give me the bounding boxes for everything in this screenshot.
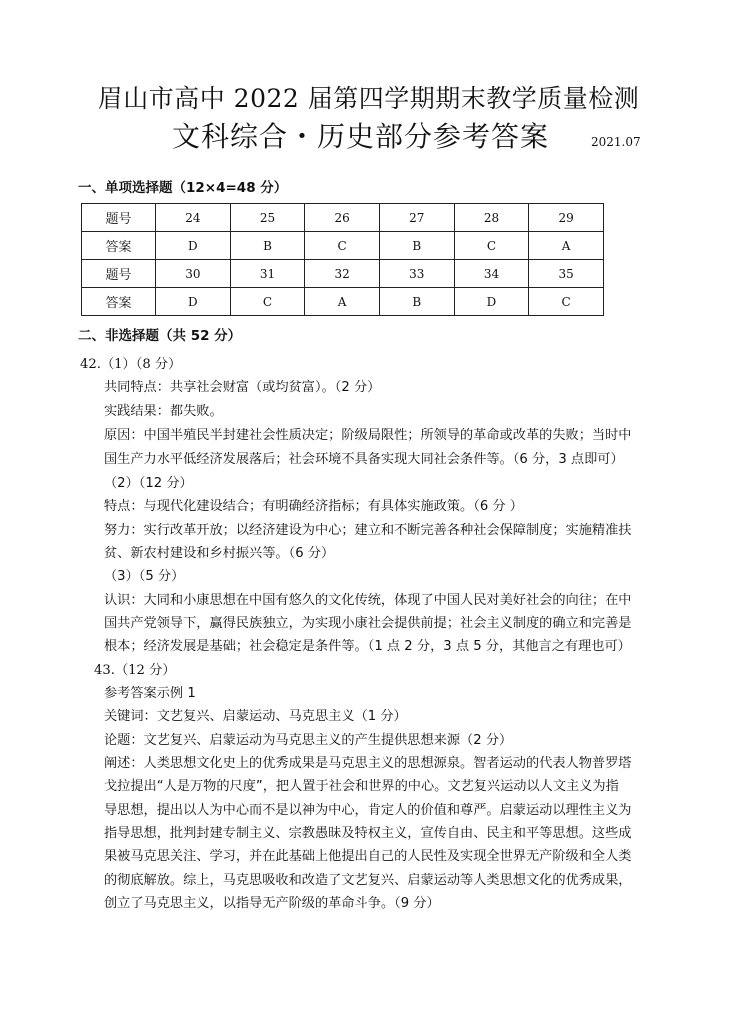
table-cell: 25 xyxy=(230,204,305,232)
row-label: 答案 xyxy=(82,288,156,316)
answer-line: 果被马克思关注、学习，并在此基础上他提出自己的人民性及实现全世界无产阶级和全人类 xyxy=(104,849,632,864)
answer-line: 共同特点：共享社会财富（或均贫富）。（2 分） xyxy=(104,380,381,395)
table-row xyxy=(82,232,604,260)
subquestion-heading: （2）（12 分） xyxy=(104,476,193,491)
table-cell: 33 xyxy=(379,260,454,288)
table-cell: A xyxy=(305,288,380,316)
table-cell: D xyxy=(454,288,529,316)
answer-line: 努力：实行改革开放；以经济建设为中心；建立和不断完善各种社会保障制度；实施精准扶 xyxy=(104,523,632,538)
answer-line: 认识：大同和小康思想在中国有悠久的文化传统，体现了中国人民对美好社会的向往；在中 xyxy=(104,593,632,608)
section-heading-multiple-choice: 一、单项选择题（12×4=48 分） xyxy=(78,180,288,196)
answer-line: 阐述：人类思想文化史上的优秀成果是马克思主义的思想源泉。智者运动的代表人物普罗塔 xyxy=(104,756,632,771)
row-label: 题号 xyxy=(82,204,156,232)
answer-line: 贫、新农村建设和乡村振兴等。（6 分） xyxy=(104,546,335,561)
document-title: 眉山市高中 2022 届第四学期期末教学质量检测 xyxy=(97,84,640,113)
subquestion-heading: （3）（5 分） xyxy=(104,569,185,584)
answer-line: 的彻底解放。综上，马克思吸收和改造了文艺复兴、启蒙运动等人类思想文化的优秀成果， xyxy=(104,873,632,888)
answer-line: 创立了马克思主义，以指导无产阶级的革命斗争。（9 分） xyxy=(104,896,440,911)
table-cell: C xyxy=(454,232,529,260)
table-cell: B xyxy=(230,232,305,260)
table-cell: C xyxy=(529,288,604,316)
answer-line: 特点：与现代化建设结合；有明确经济指标；有具体实施政策。（6 分 ） xyxy=(104,499,523,514)
document-subtitle: 文科综合・历史部分参考答案 xyxy=(172,120,550,153)
table-cell: B xyxy=(379,232,454,260)
answer-line: 导思想，提出以人为中心而不是以神为中心，肯定人的价值和尊严。启蒙运动以理性主义为 xyxy=(104,803,632,818)
table-cell: 30 xyxy=(156,260,231,288)
answer-line: 原因：中国半殖民半封建社会性质决定；阶级局限性；所领导的革命或改革的失败；当时中 xyxy=(104,428,632,443)
document-date: 2021.07 xyxy=(591,135,641,149)
answer-line: 关键词：文艺复兴、启蒙运动、马克思主义（1 分） xyxy=(104,709,407,724)
table-cell: C xyxy=(305,232,380,260)
table-row xyxy=(82,260,604,288)
answer-line: 实践结果：都失败。 xyxy=(104,404,223,419)
table-cell: 28 xyxy=(454,204,529,232)
table-cell: 24 xyxy=(156,204,231,232)
table-cell: 34 xyxy=(454,260,529,288)
answer-line: 根本；经济发展是基础；社会稳定是条件等。（1 点 2 分，3 点 5 分，其他言之有理也可） xyxy=(104,639,631,654)
table-cell: 31 xyxy=(230,260,305,288)
table-cell: 27 xyxy=(379,204,454,232)
table-row xyxy=(82,288,604,316)
table-cell: D xyxy=(156,232,231,260)
table-cell: 26 xyxy=(305,204,380,232)
table-cell: D xyxy=(156,288,231,316)
answer-line: 国共产党领导下，赢得民族独立，为实现小康社会提供前提；社会主义制度的确立和完善是 xyxy=(104,616,632,631)
answer-line: 参考答案示例 1 xyxy=(104,686,196,701)
table-cell: 29 xyxy=(529,204,604,232)
answer-line: 戈拉提出“人是万物的尺度”，把人置于社会和世界的中心。文艺复兴运动以人文主义为指 xyxy=(104,779,619,794)
row-label: 题号 xyxy=(82,260,156,288)
answer-table xyxy=(81,203,604,316)
answer-line: 国生产力水平低经济发展落后；社会环境不具备实现大同社会条件等。（6 分，3 点即可） xyxy=(104,452,624,467)
answer-line: 指导思想，批判封建专制主义、宗教愚昧及特权主义，宣传自由、民主和平等思想。这些成 xyxy=(104,826,632,841)
answer-line: 论题：文艺复兴、启蒙运动为马克思主义的产生提供思想来源（2 分） xyxy=(104,733,513,748)
section-heading-non-choice: 二、非选择题（共 52 分） xyxy=(78,328,242,344)
question-43-heading: 43.（12 分） xyxy=(94,663,176,678)
row-label: 答案 xyxy=(82,232,156,260)
table-cell: C xyxy=(230,288,305,316)
table-cell: 32 xyxy=(305,260,380,288)
table-cell: 35 xyxy=(529,260,604,288)
table-row xyxy=(82,204,604,232)
question-42-heading: 42.（1）（8 分） xyxy=(80,357,182,372)
table-cell: B xyxy=(379,288,454,316)
table-cell: A xyxy=(529,232,604,260)
